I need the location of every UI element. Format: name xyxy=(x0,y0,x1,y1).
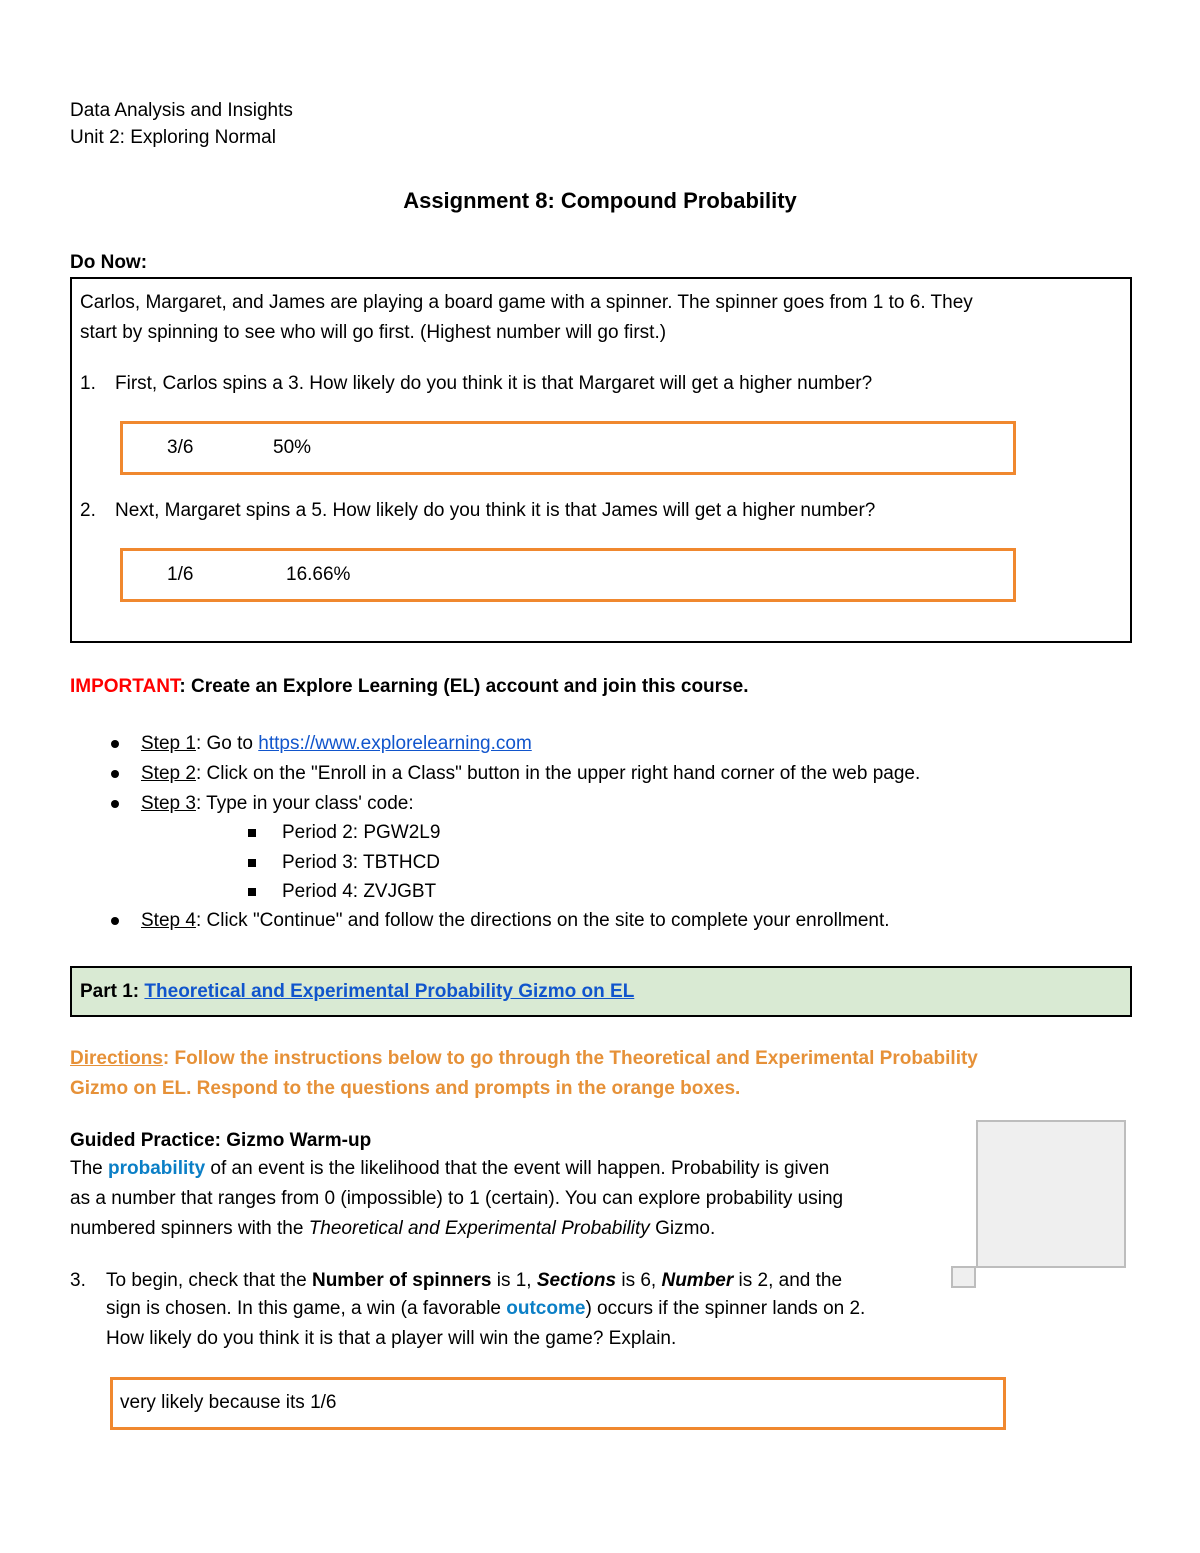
step-4-text: : Click "Continue" and follow the directions on the site to complete your enrollment. xyxy=(195,910,890,931)
bullet-icon xyxy=(109,738,120,749)
guided-p1-post: of an event is the likelihood that the event will happen. Probability is given xyxy=(205,1158,830,1179)
directions-label: Directions xyxy=(70,1048,163,1069)
assignment-title: Assignment 8: Compound Probability xyxy=(403,188,797,213)
answer-box-2[interactable] xyxy=(120,548,1016,602)
answer-box-1[interactable] xyxy=(120,421,1016,475)
step-2-text: : Click on the "Enroll in a Class" button in the upper right hand corner of the web page. xyxy=(195,763,921,784)
step-4 xyxy=(141,910,890,932)
do-now-intro-2: start by spinning to see who will go first. (Highest number will go first.) xyxy=(80,322,667,343)
term-probability: probability xyxy=(108,1158,206,1179)
step-4-label: Step 4 xyxy=(141,910,196,931)
q3-number: 3. xyxy=(70,1270,86,1291)
answer-2-percent: 16.66% xyxy=(286,564,351,585)
step-3-label: Step 3 xyxy=(141,793,196,814)
q3-line-2 xyxy=(106,1298,865,1320)
gizmo-screenshot-placeholder xyxy=(976,1120,1126,1268)
step-2 xyxy=(141,763,920,785)
guided-para-line-2: as a number that ranges from 0 (impossible) to 1 (certain). You can explore probability using xyxy=(70,1188,844,1209)
part-1-gizmo-link[interactable]: Theoretical and Experimental Probability Gizmo on EL xyxy=(144,981,635,1002)
term-outcome: outcome xyxy=(506,1298,586,1319)
guided-p3-pre: numbered spinners with the xyxy=(70,1218,309,1239)
important-text: : Create an Explore Learning (EL) account and join this course. xyxy=(179,676,749,697)
important-notice xyxy=(70,676,748,698)
step-3-text: : Type in your class' code: xyxy=(195,793,414,814)
gizmo-name: Theoretical and Experimental Probability xyxy=(308,1218,650,1239)
guided-p1-pre: The xyxy=(70,1158,109,1179)
q1-number: 1. xyxy=(80,373,96,394)
guided-para-line-3 xyxy=(70,1218,715,1240)
bullet-icon xyxy=(109,798,120,809)
step-1-prefix: : Go to xyxy=(195,733,259,754)
q3-l1-c: is 1, xyxy=(491,1270,537,1291)
bullet-icon xyxy=(109,768,120,779)
important-label: IMPORTANT xyxy=(70,676,180,697)
answer-1-percent: 50% xyxy=(273,437,312,458)
q3-l2-b: ) occurs if the spinner lands on 2. xyxy=(585,1298,866,1319)
part-1-heading xyxy=(80,981,634,1003)
directions-line-1 xyxy=(70,1048,978,1070)
square-bullet-icon xyxy=(248,829,256,837)
q3-l1-g: is 2, and the xyxy=(733,1270,843,1291)
period-2-code: Period 2: PGW2L9 xyxy=(282,822,441,843)
period-3-code: Period 3: TBTHCD xyxy=(282,852,441,873)
step-1 xyxy=(141,733,532,755)
sign-icon-placeholder xyxy=(951,1266,976,1288)
q2-text: Next, Margaret spins a 5. How likely do you think it is that James will get a higher number? xyxy=(115,500,876,521)
q3-number-term: Number xyxy=(661,1270,734,1291)
answer-1-fraction: 3/6 xyxy=(167,437,194,458)
step-2-label: Step 2 xyxy=(141,763,196,784)
guided-para-line-1 xyxy=(70,1158,829,1180)
step-3 xyxy=(141,793,414,815)
unit-title: Unit 2: Exploring Normal xyxy=(70,127,276,148)
answer-3-text: very likely because its 1/6 xyxy=(120,1392,337,1413)
q3-l2-a: sign is chosen. In this game, a win (a favorable xyxy=(106,1298,507,1319)
q3-l1-a: To begin, check that the xyxy=(106,1270,312,1291)
step-1-label: Step 1 xyxy=(141,733,196,754)
q3-sections: Sections xyxy=(536,1270,617,1291)
period-4-code: Period 4: ZVJGBT xyxy=(282,881,437,902)
guided-p3-post: Gizmo. xyxy=(649,1218,716,1239)
q2-number: 2. xyxy=(80,500,96,521)
bullet-icon xyxy=(109,915,120,926)
explorelearning-link[interactable]: https://www.explorelearning.com xyxy=(258,733,532,754)
directions-text-2: Gizmo on EL. Respond to the questions and prompts in the orange boxes. xyxy=(70,1078,741,1099)
part-1-label: Part 1: xyxy=(80,981,145,1002)
q3-line-1 xyxy=(106,1270,842,1292)
guided-practice-heading: Guided Practice: Gizmo Warm-up xyxy=(70,1130,372,1151)
answer-2-fraction: 1/6 xyxy=(167,564,194,585)
directions-text-1: : Follow the instructions below to go through the Theoretical and Experimental Probability xyxy=(162,1048,978,1069)
q3-l1-e: is 6, xyxy=(616,1270,662,1291)
q1-text: First, Carlos spins a 3. How likely do you think it is that Margaret will get a higher number? xyxy=(115,373,873,394)
square-bullet-icon xyxy=(248,888,256,896)
q3-number-of-spinners: Number of spinners xyxy=(311,1270,492,1291)
do-now-intro-1: Carlos, Margaret, and James are playing a board game with a spinner. The spinner goes from 1 to 6. They xyxy=(80,292,973,313)
do-now-label: Do Now: xyxy=(70,252,148,273)
q3-line-3: How likely do you think it is that a player will win the game? Explain. xyxy=(106,1328,677,1349)
square-bullet-icon xyxy=(248,859,256,867)
course-title: Data Analysis and Insights xyxy=(70,100,293,121)
